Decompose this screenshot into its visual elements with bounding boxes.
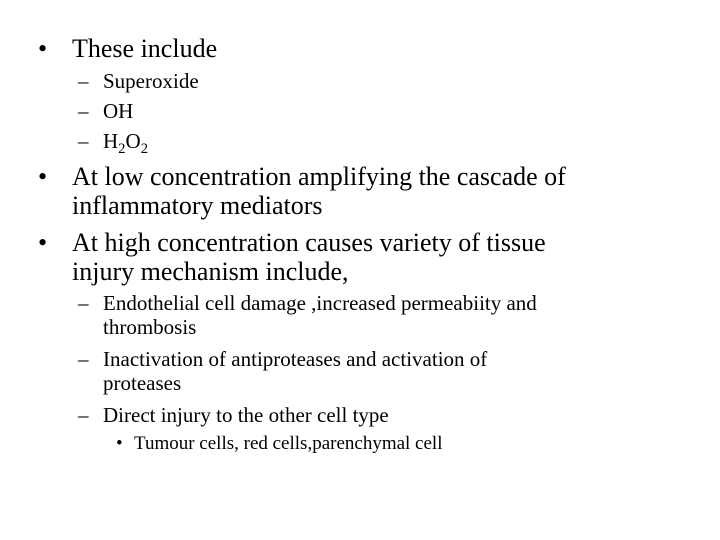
bullet-text-high-concentration-line1: At high concentration causes variety of tissue bbox=[72, 228, 546, 257]
sub-bullet-oh: OH bbox=[103, 99, 134, 123]
bullet-text-high-concentration-line2: injury mechanism include, bbox=[72, 257, 349, 286]
sub-bullet-direct-injury: Direct injury to the other cell type bbox=[103, 403, 389, 427]
dash-marker: – bbox=[78, 129, 89, 153]
sub-bullet-inactivation-line2: proteases bbox=[103, 371, 182, 395]
bullet-text-low-concentration-line1: At low concentration amplifying the cascade of bbox=[72, 162, 566, 191]
sub-bullet-endothelial-line1: Endothelial cell damage ,increased permeabiity and bbox=[103, 291, 537, 315]
bullet-text-these-include: These include bbox=[72, 34, 218, 63]
dash-marker: – bbox=[78, 403, 89, 427]
dash-marker: – bbox=[78, 347, 89, 371]
bullet-marker: • bbox=[116, 433, 123, 454]
sub-bullet-endothelial-line2: thrombosis bbox=[103, 315, 197, 339]
bullet-marker: • bbox=[38, 162, 48, 191]
bullet-marker: • bbox=[38, 228, 48, 257]
dash-marker: – bbox=[78, 99, 89, 123]
dash-marker: – bbox=[78, 69, 89, 93]
dash-marker: – bbox=[78, 291, 89, 315]
sub-bullet-inactivation-line1: Inactivation of antiproteases and activation of bbox=[103, 347, 488, 371]
sub-sub-bullet-tumour-cells: Tumour cells, red cells,parenchymal cell bbox=[134, 433, 443, 454]
bullet-text-low-concentration-line2: inflammatory mediators bbox=[72, 191, 323, 220]
bullet-marker: • bbox=[38, 34, 48, 63]
sub-bullet-superoxide: Superoxide bbox=[103, 69, 199, 93]
sub-bullet-h2o2: $H_2O_2$ bbox=[103, 129, 149, 158]
